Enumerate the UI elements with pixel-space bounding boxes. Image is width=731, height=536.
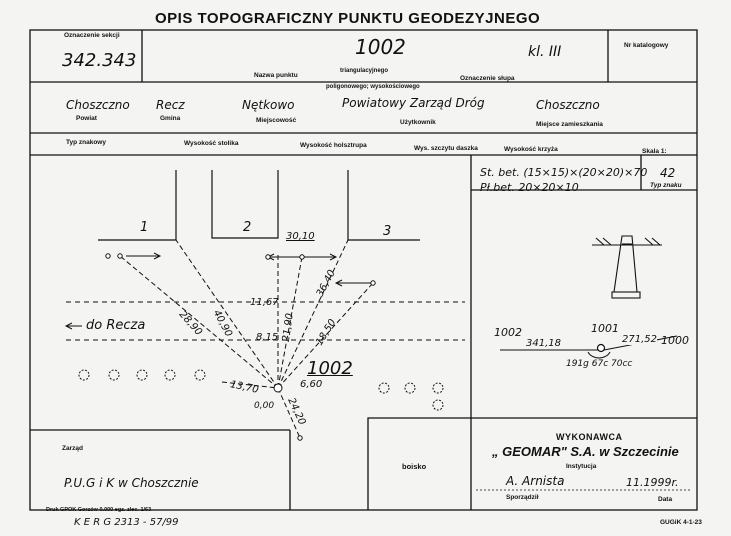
typ-label: Typ znakowy [66,139,106,146]
gmina-label: Gmina [160,115,181,122]
kerg-number: K E R G 2313 - 57/99 [74,517,179,528]
measure-2: 36,40 [314,268,338,299]
traverse-angle: 191g 67c 70cc [566,359,633,369]
polygon-label: poligonowego; wysokościowego [326,84,420,90]
page-title: OPIS TOPOGRAFICZNY PUNKTU GEODEZYJNEGO [155,10,541,27]
date-label: Data [658,496,673,503]
measure-5: 21,90 [280,312,296,343]
skala-label: Skala 1: [642,148,667,155]
archive-label: Zarząd [62,445,83,452]
triangulation-label: triangulacyjnego [340,68,389,74]
author-label: Sporządził [506,494,539,501]
wys-holsztrupa-label: Wysokość holsztrupa [300,142,367,149]
boisko-label: boisko [402,462,427,471]
executor-label: WYKONAWCA [556,432,623,442]
miejsce-value: Choszczno [536,98,600,112]
sheet-label: Oznaczenie sekcji [64,32,120,39]
author-name: A. Arnista [506,474,565,488]
measure-9: 13,70 [229,379,260,396]
measure-1: 30,10 [286,231,315,242]
mark-type-number: 42 [660,166,676,180]
point-class: kl. III [528,44,562,60]
plot-label-3: 3 [383,224,392,239]
miejsce-label: Miejsce zamieszkania [536,121,603,128]
measure-8: 8,15 [256,332,279,343]
measure-10: 6,60 [300,379,323,390]
mark-type-label: Typ znaku [650,182,682,189]
wys-stolika-label: Wysokość stolika [184,140,239,147]
powiat-value: Choszczno [66,98,130,112]
traverse-d2: 271,52 [622,334,657,345]
measure-6: 18,50 [314,317,339,348]
pillar-label: Oznaczenie słupa [460,75,515,82]
point-name-label: Nazwa punktu [254,72,298,79]
uzytkownik-value: Powiatowy Zarząd Dróg [342,96,485,110]
print-info: Druk GPOK Gorzów 0.000 egz. zlec. 1/63 [46,507,152,513]
point-number: 1002 [355,35,406,59]
catalog-label: Nr katalogowy [624,42,669,49]
executor-company: „ GEOMAR" S.A. w Szczecinie [492,444,679,459]
measure-12: 24,20 [285,396,308,427]
mark-line-1: St. bet. (15×15)×(20×20)×70 [480,166,648,179]
traverse-left: 1002 [494,326,522,339]
gmina-value: Recz [156,98,185,112]
measure-3: 11,67 [250,297,279,308]
measure-7: 28,90 [176,309,204,338]
wys-daszka-label: Wys. szczytu daszka [414,145,478,152]
form-code: GUGiK 4-1-23 [660,519,702,526]
powiat-label: Powiat [76,115,97,122]
measure-11: 0,00 [254,401,275,411]
author-date: 11.1999r. [626,476,679,489]
archive-value: P.U.G i K w Choszcznie [64,476,199,490]
traverse-right: 1000 [661,334,689,347]
wys-krzyza-label: Wysokość krzyża [504,146,558,153]
sheet-value: 342.343 [62,50,137,71]
mark-line-2: Pł.bet. 20×20×10 [480,181,579,194]
traverse-d1: 341,18 [526,338,561,349]
uzytkownik-label: Użytkownik [400,119,436,126]
traverse-mid: 1001 [591,322,619,335]
miejscowosc-label: Miejscowość [256,117,297,124]
direction-label: do Recza [86,318,146,333]
plot-label-2: 2 [243,220,252,235]
institution-label: Instytucja [566,463,597,470]
point-label: 1002 [307,358,353,379]
miejscowosc-value: Nętkowo [242,98,295,112]
measure-4: 40,90 [210,308,234,339]
plot-label-1: 1 [140,220,149,235]
